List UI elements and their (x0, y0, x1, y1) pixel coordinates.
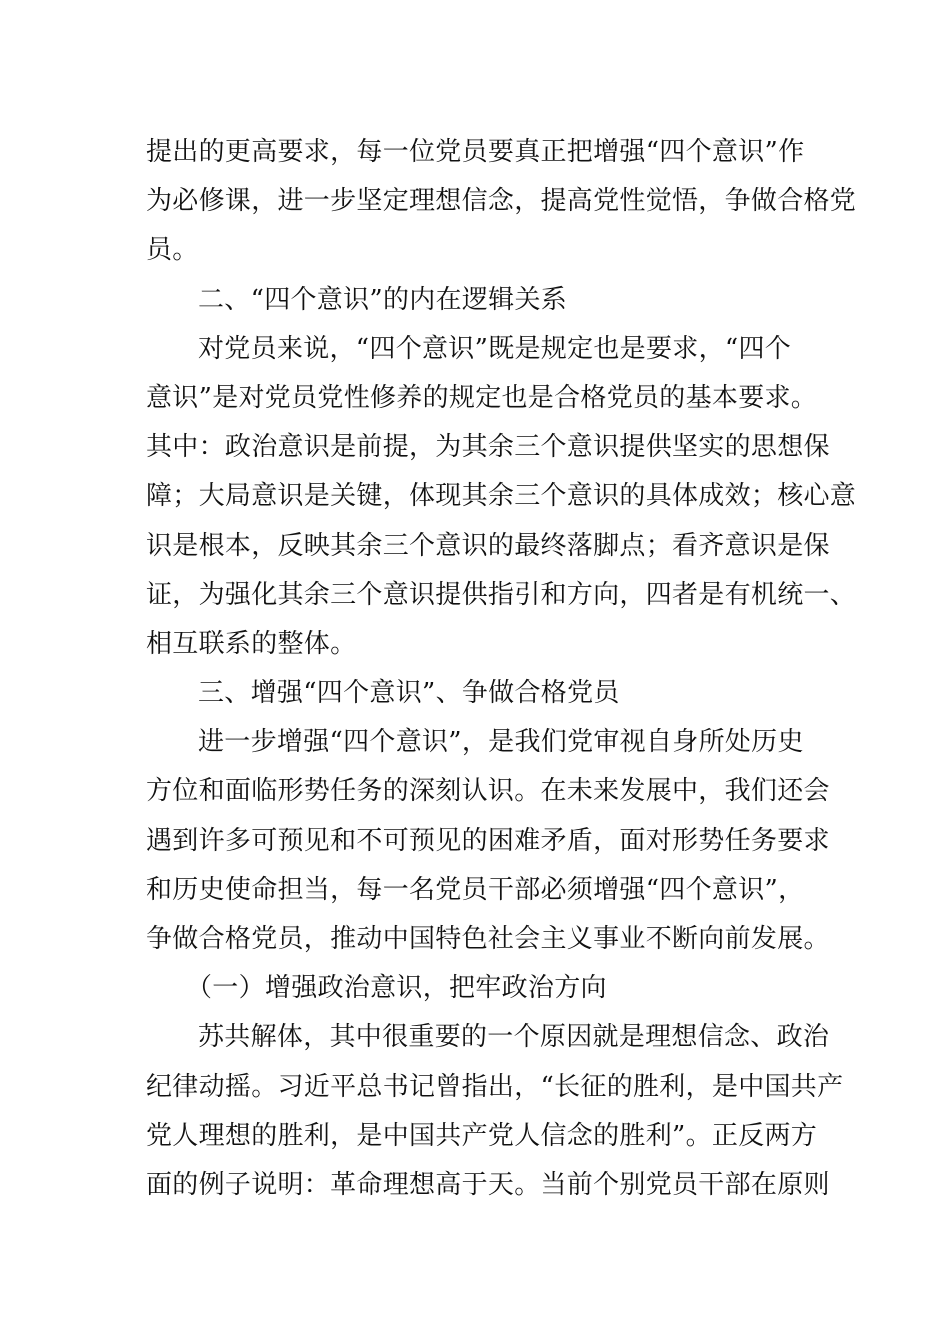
text-line: 其中：政治意识是前提，为其余三个意识提供坚实的思想保 (146, 432, 830, 463)
text-line: 识是根本，反映其余三个意识的最终落脚点；看齐意识是保 (146, 530, 830, 561)
document-body (146, 128, 857, 1210)
text-line: 障；大局意识是关键，体现其余三个意识的具体成效；核心意 (146, 481, 857, 512)
text-line: 遇到许多可预见和不可预见的困难矛盾，面对形势任务要求 (146, 825, 830, 856)
text-line: 意识”是对党员党性修养的规定也是合格党员的基本要求。 (146, 382, 818, 413)
text-line: 提出的更高要求，每一位党员要真正把增强“四个意识”作 (146, 137, 805, 167)
text-line: 员。 (146, 235, 199, 266)
text-line: 面的例子说明：革命理想高于天。当前个别党员干部在原则 (146, 1169, 830, 1200)
text-line: 进一步增强“四个意识”，是我们党审视自身所处历史 (198, 727, 804, 758)
text-line: 苏共解体，其中很重要的一个原因就是理想信念、政治 (198, 1022, 830, 1053)
text-line: 争做合格党员，推动中国特色社会主义事业不断向前发展。 (146, 924, 830, 954)
subsection-heading: （一）增强政治意识，把牢政治方向 (186, 973, 607, 1004)
text-line: 证，为强化其余三个意识提供指引和方向，四者是有机统一、 (146, 579, 857, 610)
section-heading: 二、“四个意识”的内在逻辑关系 (198, 284, 568, 315)
text-line: 纪律动摇。习近平总书记曾指出，“长征的胜利，是中国共产 (146, 1071, 844, 1102)
text-line: 为必修课，进一步坚定理想信念，提高党性觉悟，争做合格党 (146, 186, 857, 217)
section-heading: 三、增强“四个意识”、争做合格党员 (198, 678, 620, 709)
text-line: 方位和面临形势任务的深刻认识。在未来发展中，我们还会 (146, 776, 830, 807)
text-line: 党人理想的胜利，是中国共产党人信念的胜利”。正反两方 (146, 1120, 818, 1151)
text-line: 和历史使命担当，每一名党员干部必须增强“四个意识”， (146, 874, 805, 905)
text-line: 对党员来说，“四个意识”既是规定也是要求，“四个 (198, 333, 792, 364)
text-line: 相互联系的整体。 (146, 628, 357, 659)
